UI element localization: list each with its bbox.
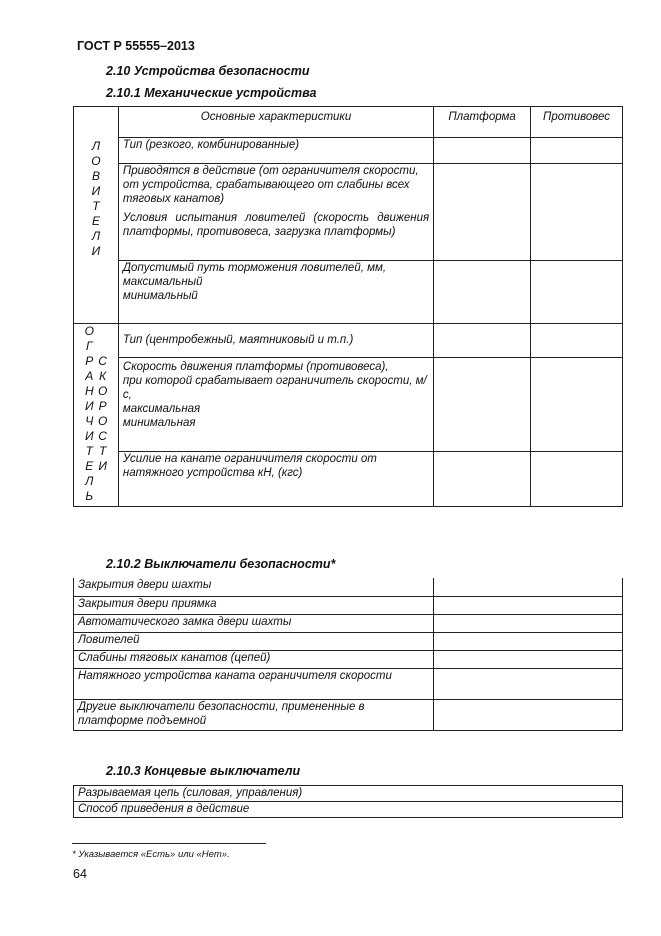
table-row: Усилие на канате ограничителя скорости от натяжного устройства кН, (кгс) [118,452,433,507]
table-row: Разрываемая цепь (силовая, управления) [74,786,623,802]
table-cell-counterweight [531,138,623,164]
limit-switches-table [73,785,623,818]
table-cell-platform [434,261,531,324]
subsection-title-mechanical: 2.10.1 Механические устройства [106,86,317,100]
header-platform: Платформа [434,107,531,138]
header-counterweight: Противовес [531,107,623,138]
safety-switches-table [73,578,623,731]
table-row: Условия испытания ловителей (скорость движения платформы, противовеса, загрузка платформы) [118,211,433,261]
section-title: 2.10 Устройства безопасности [106,64,310,78]
table-cell-value [434,596,623,614]
group-label-catchers: Л О В И Т Е Л И [74,138,119,324]
table-row: Другие выключатели безопасности, примененные в платформе подъемной [74,699,434,730]
table-row: Натяжного устройства каната ограничителя скорости [74,668,434,699]
table-cell-value [434,699,623,730]
table-row: Способ приведения в действие [74,802,623,818]
table-row: Тип (резкого, комбинированные) [118,138,433,164]
footnote: * Указывается «Есть» или «Нет». [72,849,230,860]
table-cell-value [434,614,623,632]
table-cell-value [434,650,623,668]
group-label-speed-governor: О Г Р А Н И Ч И Т Е Л Ь С К О Р О С Т И [74,324,119,507]
table-cell-platform [434,452,531,507]
table-row: Автоматического замка двери шахты [74,614,434,632]
table-cell-platform [434,324,531,358]
table-cell-counterweight [531,261,623,324]
table-cell-value [434,668,623,699]
table-cell-platform [434,164,531,261]
header-characteristics: Основные характеристики [118,107,433,138]
doc-header: ГОСТ Р 55555–2013 [77,39,195,53]
table-row: Приводятся в действие (от ограничителя скорости, от устройства, срабатывающего от слабины всех тяговых канатов) [118,164,433,211]
table-row: Слабины тяговых канатов (цепей) [74,650,434,668]
table-row: Допустимый путь торможения ловителей, мм, максимальный минимальный [118,261,433,324]
corner-cell [74,107,119,138]
table-row: Ловителей [74,632,434,650]
subsection-title-safety-switches: 2.10.2 Выключатели безопасности* [106,557,336,571]
table-row: Закрытия двери приямка [74,596,434,614]
footnote-separator [72,843,266,844]
table-cell-value [434,578,623,596]
mechanical-devices-table [73,106,623,507]
subsection-title-limit-switches: 2.10.3 Концевые выключатели [106,764,301,778]
table-cell-platform [434,358,531,452]
table-row: Скорость движения платформы (противовеса), при которой срабатывает ограничитель скорости, м/с, максимальная минимальная [118,358,433,452]
table-cell-counterweight [531,358,623,452]
table-row: Закрытия двери шахты [74,578,434,596]
page-number: 64 [73,867,87,881]
table-cell-counterweight [531,452,623,507]
table-row: Тип (центробежный, маятниковый и т.п.) [118,324,433,358]
table-cell-counterweight [531,164,623,261]
table-cell-value [434,632,623,650]
table-cell-counterweight [531,324,623,358]
table-cell-platform [434,138,531,164]
